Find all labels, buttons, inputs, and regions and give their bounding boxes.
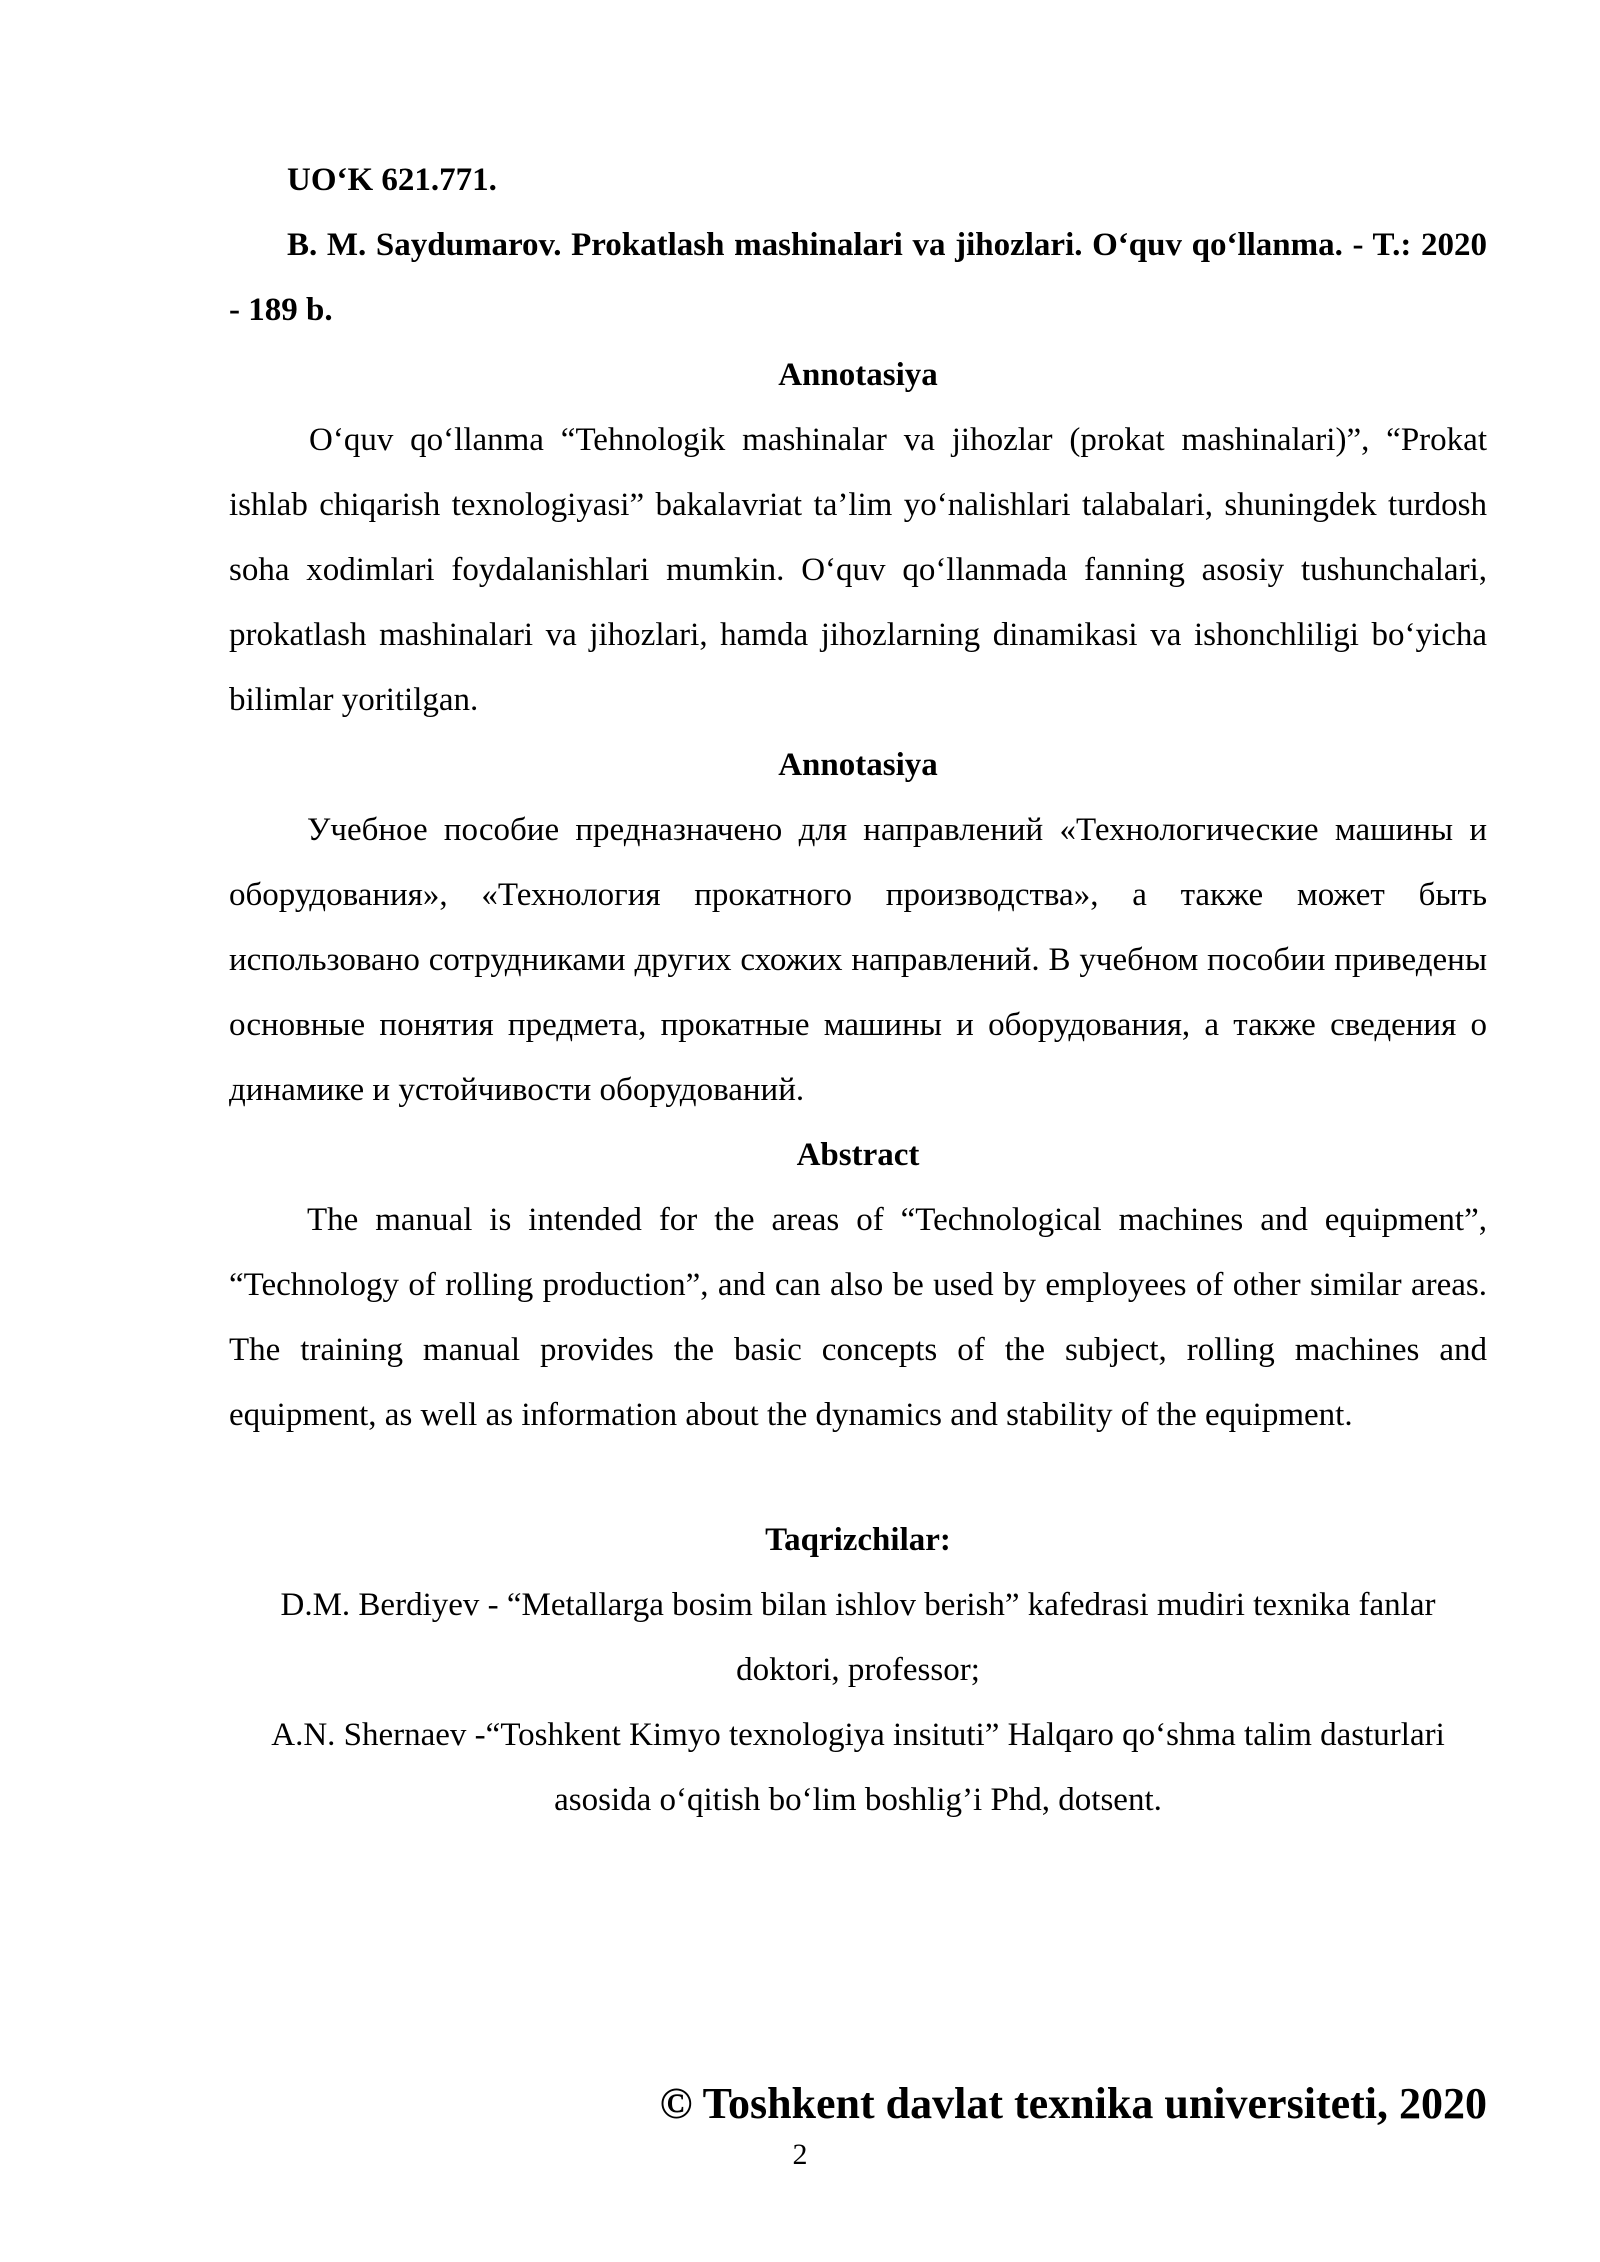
section-spacer: [229, 1448, 1487, 1508]
annotation-uz-text: O‘quv qo‘llanma “Tehnologik mashinalar va jihozlar (prokat mashinalari)”, “Prokat ishlab chiqarish texnologiyasi” bakalavriat ta’lim yo‘nalishlari talabalari, shuningdek turdosh soha xodimlari foydalanishlari mumkin. O‘quv qo‘llanmada fanning asosiy tushunchalari, prokatlash mashinalari va jihozlari, hamda jihozlarning dinamikasi va ishonchliligi bo‘yicha bilimlar yoritilgan.: [229, 422, 1487, 718]
page-content: [229, 148, 1487, 1833]
page-number: 2: [792, 2138, 808, 2171]
annotation-uz-heading: Annotasiya: [778, 357, 938, 393]
reviewer-item: A.N. Shernaev -“Toshkent Kimyo texnologiya insituti” Halqaro qo‘shma talim dasturlari asosida o‘qitish bo‘lim boshlig’i Phd, dotsent.: [271, 1717, 1445, 1818]
udk-code: UO‘K 621.771.: [287, 162, 497, 198]
abstract-text: The manual is intended for the areas of “Technological machines and equipment”, “Technology of rolling production”, and can also be used by employees of other similar areas. The training manual provides the basic concepts of the subject, rolling machines and equipment, as well as information about the dynamics and stability of the equipment.: [229, 1202, 1487, 1433]
abstract-heading: Abstract: [796, 1137, 920, 1173]
reviewer-item: D.M. Berdiyev - “Metallarga bosim bilan ishlov berish” kafedrasi mudiri texnika fanlar doktori, professor;: [280, 1587, 1436, 1688]
reviewers-heading: Taqrizchilar:: [765, 1522, 951, 1558]
copyright-notice: © Toshkent davlat texnika universiteti, 2020: [659, 2079, 1487, 2128]
annotation-ru-heading: Annotasiya: [778, 747, 938, 783]
bibliographic-reference: B. M. Saydumarov. Prokatlash mashinalari va jihozlari. O‘quv qo‘llanma. - T.: 2020 - 189 b.: [229, 227, 1487, 328]
annotation-ru-text: Учебное пособие предназначено для направлений «Технологические машины и оборудования», «Технология прокатного производства», а также может быть использовано сотрудниками других схожих направлений. В учебном пособии приведены основные понятия предмета, прокатные машины и оборудования, а также сведения о динамике и устойчивости оборудований.: [229, 812, 1487, 1108]
